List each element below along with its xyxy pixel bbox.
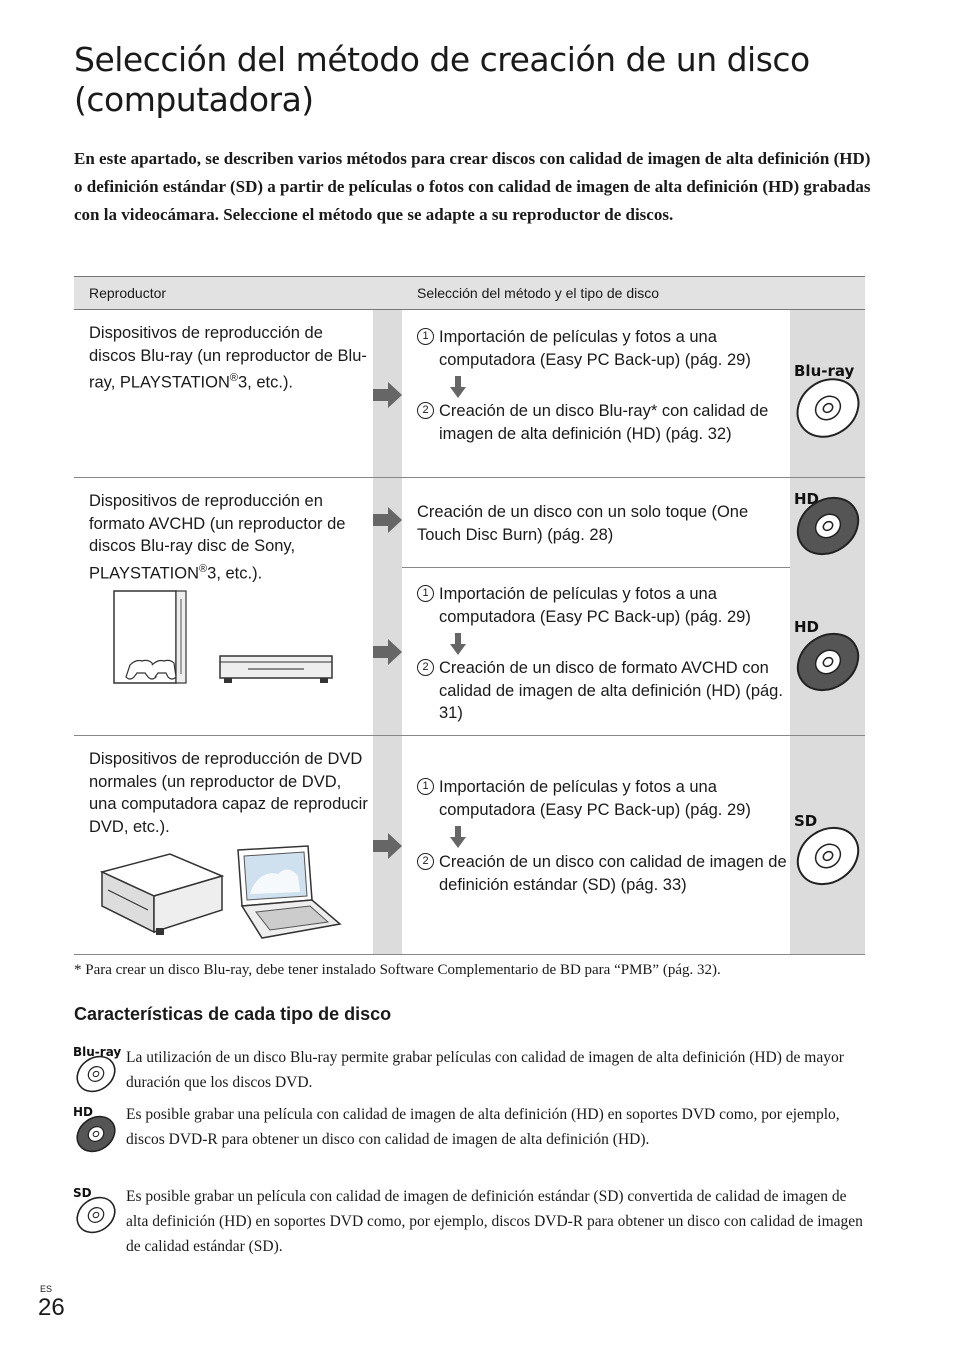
down-arrow-icon [450,376,466,398]
right-arrow-icon [373,505,402,535]
player-description: Dispositivos de reproducción de discos Blu-ray (un reproductor de Blu-ray, PLAYSTATION®3, etc.). [89,324,367,392]
svg-text:SD: SD [794,812,818,830]
bluray-disc-icon [790,358,865,438]
svg-text:Blu-ray: Blu-ray [794,362,855,380]
bluray-player-illustration [218,652,336,686]
right-arrow-icon [373,637,402,667]
svg-text:Blu-ray: Blu-ray [73,1045,122,1059]
right-arrow-icon [373,380,402,410]
bluray-disc-icon [72,1043,122,1093]
table-row-avchd [74,478,865,736]
feature-hd: Es posible grabar una película con calidad de imagen de alta definición (HD) en soportes DVD como, por ejemplo, discos DVD-R para obtener un disco con calidad de imagen de alta definición (HD). [126,1106,840,1148]
table-header [74,276,865,310]
intro-paragraph: En este apartado, se describen varios métodos para crear discos con calidad de imagen de alta definición (HD) o definición estándar (SD) a partir de películas o fotos con calidad de imagen de alta definición (HD) grabadas con la videocámara. Seleccione el método que se adapte a su reproductor de discos. [74,149,871,224]
step-number: 2 [417,402,434,419]
step-2: 2 Creación de un disco de formato AVCHD con calidad de imagen de alta definición (HD) (pág. 31) [417,657,787,725]
header-player: Reproductor [89,285,167,301]
step-number: 1 [417,585,434,602]
hd-disc-icon [72,1103,122,1153]
header-method: Selección del método y el tipo de disco [417,285,660,301]
page-number: 26 [38,1294,65,1321]
sd-disc-icon [790,808,865,888]
sd-disc-icon [72,1184,122,1234]
hd-disc-icon [790,614,865,694]
step-1: 1 Importación de películas y fotos a una computadora (Easy PC Back-up) (pág. 29) [417,583,787,628]
step-number: 2 [417,659,434,676]
language-code: ES [40,1284,53,1294]
hd-disc-icon [790,486,865,566]
game-console-illustration [112,589,192,689]
step-1: 1 Importación de películas y fotos a una computadora (Easy PC Back-up) (pág. 29) [417,326,787,371]
step-number: 1 [417,328,434,345]
svg-text:HD: HD [794,618,820,636]
player-description: Dispositivos de reproducción de DVD normales (un reproductor de DVD, una computadora capaz de reproducir DVD, etc.). [89,750,368,836]
player-description: Dispositivos de reproducción en formato AVCHD (un reproductor de discos Blu-ray disc de Sony, PLAYSTATION®3, etc.). [89,492,346,582]
footnote: * Para crear un disco Blu-ray, debe tener instalado Software Complementario de BD para “PMB” (pág. 32). [74,962,721,978]
method-table [74,276,865,955]
feature-sd: Es posible grabar un película con calidad de imagen de definición estándar (SD) convertida de calidad de imagen de alta definición (HD) en soportes DVD como, por ejemplo, discos DVD-R para obtener un disco con calidad de imagen de calidad estándar (SD). [126,1188,863,1255]
feature-bluray: La utilización de un disco Blu-ray permite grabar películas con calidad de imagen de alta definición (HD) de mayor duración que los discos DVD. [126,1049,844,1091]
down-arrow-icon [450,826,466,848]
one-touch-option: Creación de un disco con un solo toque (One Touch Disc Burn) (pág. 28) [417,503,749,544]
features-title: Características de cada tipo de disco [74,1004,392,1024]
table-row-dvd [74,736,865,955]
table-row-bluray [74,310,865,478]
svg-text:HD: HD [73,1105,94,1119]
down-arrow-icon [450,633,466,655]
page-title: Selección del método de creación de un disco (computadora) [74,40,810,119]
dvd-player-illustration [100,850,224,940]
svg-text:HD: HD [794,490,820,508]
step-number: 1 [417,778,434,795]
step-2: 2 Creación de un disco Blu-ray* con calidad de imagen de alta definición (HD) (pág. 32) [417,400,787,445]
right-arrow-icon [373,831,402,861]
step-1: 1 Importación de películas y fotos a una computadora (Easy PC Back-up) (pág. 29) [417,776,787,821]
step-number: 2 [417,853,434,870]
svg-text:SD: SD [73,1186,92,1200]
step-2: 2 Creación de un disco con calidad de imagen de definición estándar (SD) (pág. 33) [417,851,787,896]
laptop-illustration [232,844,344,940]
